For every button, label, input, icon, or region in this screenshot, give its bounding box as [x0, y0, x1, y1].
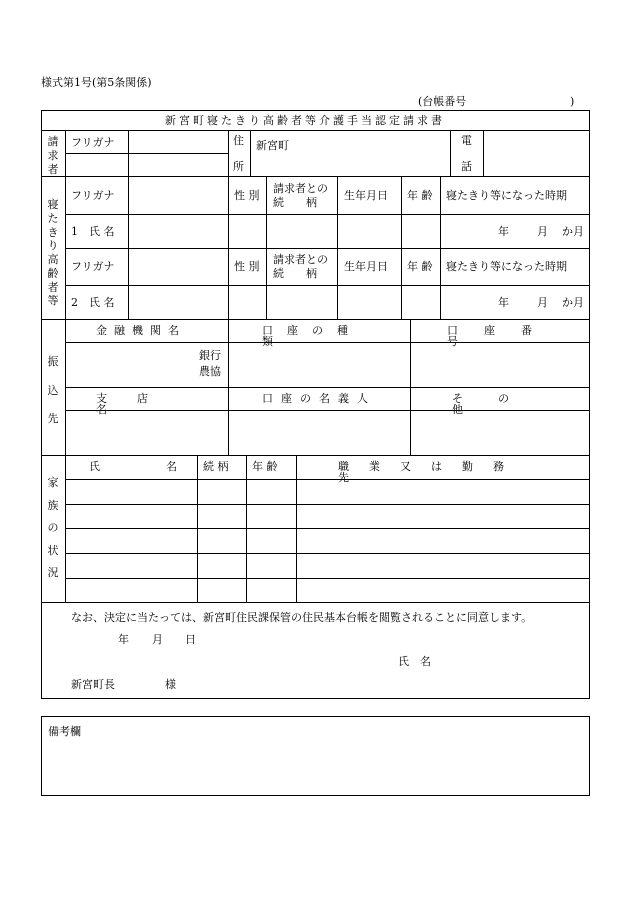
- bedridden-furigana-label-2: フリガナ: [71, 260, 115, 273]
- person1-period-suffix: か月: [562, 225, 584, 238]
- person2-period-suffix: か月: [562, 296, 584, 309]
- applicant-address-label-1: 住: [233, 134, 244, 147]
- family-section-label: 家族の状況: [47, 476, 59, 580]
- transfer-section-label: 振込先: [47, 355, 59, 426]
- other-header: その他: [452, 392, 544, 416]
- bank-suffix-coop: 農協: [199, 365, 221, 378]
- addressee-honorific: 様: [165, 678, 176, 691]
- person2-period-year: 年: [498, 296, 509, 309]
- account-holder-header: 口座の名義人: [262, 392, 376, 405]
- remarks-label: 備考欄: [48, 725, 81, 738]
- applicant-address-label-2: 所: [233, 160, 244, 173]
- relation-header-1a: 請求者との: [273, 182, 328, 195]
- applicant-address-value: 新宮町: [256, 139, 289, 152]
- person1-period-year: 年: [498, 225, 509, 238]
- family-name-header-2: 名: [166, 460, 177, 473]
- gender-header-1: 性 別: [234, 189, 260, 202]
- ledger-number-close: ): [570, 95, 575, 108]
- family-age-header: 年 齢: [252, 460, 278, 473]
- form-number: 様式第1号(第5条関係): [41, 76, 152, 89]
- bedridden-section-label: 寝たきり高齢者等: [47, 198, 59, 308]
- age-header-1: 年 齢: [407, 189, 433, 202]
- person2-name-label: 2 氏 名: [71, 296, 115, 309]
- relation-header-1b: 続 柄: [273, 196, 317, 209]
- family-relation-header: 続 柄: [203, 460, 229, 473]
- applicant-furigana-label: フリガナ: [71, 136, 115, 149]
- person1-name-label: 1 氏 名: [71, 225, 115, 238]
- relation-header-2b: 続 柄: [273, 267, 317, 280]
- date-year: 年: [118, 633, 129, 646]
- applicant-section-label: 請求者: [47, 135, 59, 176]
- person1-period-month: 月: [537, 225, 548, 238]
- since-header-2: 寝たきり等になった時期: [446, 260, 567, 273]
- date-day: 日: [185, 633, 196, 646]
- occupation-header: 職業又は勤務先: [338, 460, 524, 484]
- gender-header-2: 性 別: [234, 260, 260, 273]
- birthdate-header-2: 生年月日: [344, 260, 388, 273]
- family-name-header-1: 氏: [89, 460, 100, 473]
- signature-label: 氏 名: [398, 655, 431, 668]
- applicant-phone-label-1: 電: [461, 134, 472, 147]
- age-header-2: 年 齢: [407, 260, 433, 273]
- remarks-box: [41, 716, 590, 796]
- bedridden-furigana-label-1: フリガナ: [71, 189, 115, 202]
- bank-suffix-bank: 銀行: [199, 349, 221, 362]
- consent-statement: なお、決定に当たっては、新宮町住民課保管の住民基本台帳を閲覧されることに同意します。: [71, 611, 533, 624]
- since-header-1: 寝たきり等になった時期: [446, 189, 567, 202]
- account-type-header: 口座の種類: [262, 324, 362, 348]
- date-month: 月: [152, 633, 163, 646]
- relation-header-2a: 請求者との: [273, 253, 328, 266]
- bank-name-header: 金融機関名: [96, 324, 186, 337]
- ledger-number-label: (台帳番号: [418, 95, 467, 108]
- form-title: 新宮町寝たきり高齢者等介護手当認定請求書: [165, 114, 445, 127]
- birthdate-header-1: 生年月日: [344, 189, 388, 202]
- account-number-header: 口座番号: [447, 324, 558, 348]
- addressee: 新宮町長: [71, 678, 115, 691]
- person2-period-month: 月: [537, 296, 548, 309]
- applicant-phone-label-2: 話: [461, 160, 472, 173]
- branch-name-header: 支店名: [96, 392, 178, 416]
